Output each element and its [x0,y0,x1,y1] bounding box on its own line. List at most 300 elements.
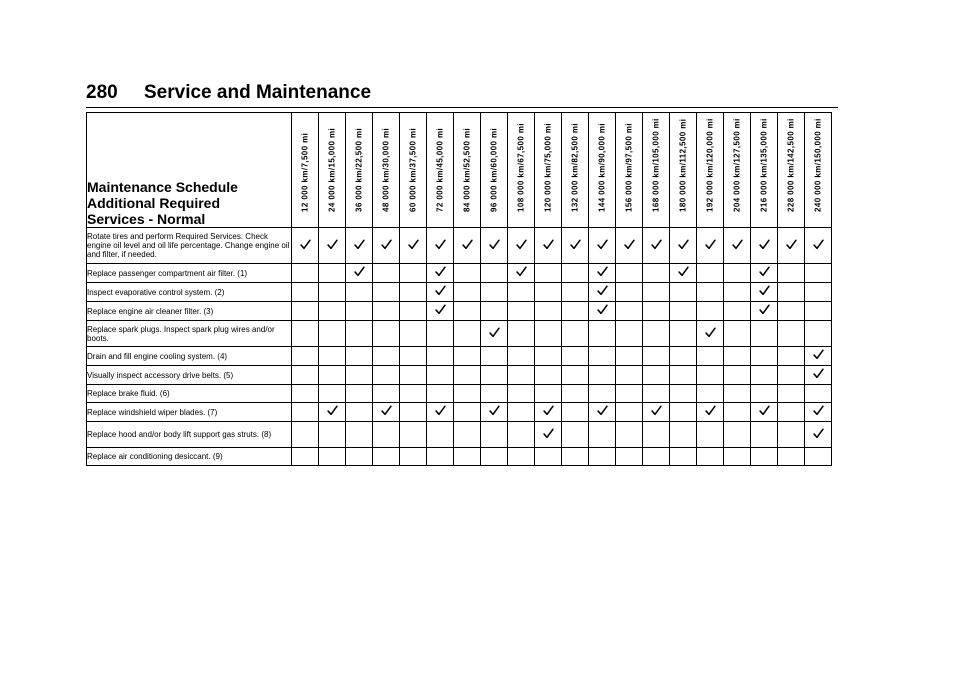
interval-header [427,113,454,228]
interval-label: 216 000 km/135,000 mi [759,118,769,212]
check-cell [778,228,805,264]
table-row [87,403,832,422]
interval-header [805,113,832,228]
checkmark-icon [354,266,365,277]
checkmark-icon [516,266,527,277]
check-cell [805,385,832,403]
check-cell [400,366,427,385]
checkmark-icon [813,239,824,250]
check-cell [724,264,751,283]
check-cell [697,264,724,283]
check-cell [427,283,454,302]
interval-header [670,113,697,228]
table-row [87,283,832,302]
check-cell [805,302,832,321]
check-cell [454,302,481,321]
check-cell [805,366,832,385]
interval-label: 60 000 km/37,500 mi [408,127,418,212]
check-cell [616,302,643,321]
check-cell [697,302,724,321]
check-cell [373,385,400,403]
service-description: Replace engine air cleaner filter. (3) [87,302,292,321]
check-cell [508,228,535,264]
check-cell [292,366,319,385]
check-cell [535,403,562,422]
check-cell [670,422,697,448]
check-cell [481,283,508,302]
interval-header [454,113,481,228]
check-cell [778,422,805,448]
checkmark-icon [732,239,743,250]
check-cell [724,422,751,448]
check-cell [400,385,427,403]
check-cell [454,448,481,466]
check-cell [373,283,400,302]
check-cell [697,385,724,403]
checkmark-icon [489,405,500,416]
check-cell [643,403,670,422]
check-cell [562,321,589,347]
check-cell [481,228,508,264]
check-cell [562,448,589,466]
check-cell [697,347,724,366]
check-cell [616,403,643,422]
checkmark-icon [597,304,608,315]
check-cell [454,283,481,302]
check-cell [454,403,481,422]
check-cell [562,403,589,422]
check-cell [481,403,508,422]
header-rule [86,107,838,108]
check-cell [751,264,778,283]
check-cell [427,385,454,403]
interval-label: 228 000 km/142,500 mi [786,118,796,212]
checkmark-icon [543,428,554,439]
checkmark-icon [759,405,770,416]
checkmark-icon [597,239,608,250]
check-cell [481,264,508,283]
check-cell [643,347,670,366]
table-title-line: Services - Normal [87,211,206,227]
check-cell [346,448,373,466]
check-cell [724,228,751,264]
interval-label: 132 000 km/82,500 mi [570,123,580,212]
interval-label: 84 000 km/52,500 mi [462,127,472,212]
interval-header [589,113,616,228]
interval-label: 120 000 km/75,000 mi [543,123,553,212]
check-cell [751,403,778,422]
check-cell [670,385,697,403]
check-cell [616,422,643,448]
checkmark-icon [570,239,581,250]
check-cell [643,283,670,302]
checkmark-icon [489,327,500,338]
check-cell [535,283,562,302]
check-cell [697,283,724,302]
checkmark-icon [327,405,338,416]
table-title [87,113,292,228]
check-cell [373,302,400,321]
check-cell [670,283,697,302]
check-cell [400,347,427,366]
service-description: Drain and fill engine cooling system. (4) [87,347,292,366]
interval-header [319,113,346,228]
check-cell [670,366,697,385]
check-cell [454,347,481,366]
check-cell [643,448,670,466]
check-cell [670,321,697,347]
maintenance-schedule-table [86,112,832,466]
check-cell [508,403,535,422]
check-cell [292,448,319,466]
check-cell [562,283,589,302]
table-title-line: Maintenance Schedule [87,179,238,195]
check-cell [427,302,454,321]
check-cell [589,321,616,347]
check-cell [508,366,535,385]
service-description: Replace brake fluid. (6) [87,385,292,403]
interval-header [778,113,805,228]
checkmark-icon [435,266,446,277]
interval-header [508,113,535,228]
check-cell [400,264,427,283]
check-cell [805,347,832,366]
checkmark-icon [489,239,500,250]
check-cell [508,302,535,321]
check-cell [778,347,805,366]
check-cell [427,228,454,264]
check-cell [373,422,400,448]
check-cell [670,264,697,283]
check-cell [643,385,670,403]
check-cell [346,321,373,347]
check-cell [319,264,346,283]
interval-header [697,113,724,228]
check-cell [292,403,319,422]
checkmark-icon [462,239,473,250]
checkmark-icon [327,239,338,250]
page-header [86,82,371,104]
check-cell [616,448,643,466]
check-cell [292,385,319,403]
check-cell [643,264,670,283]
interval-label: 36 000 km/22,500 mi [354,127,364,212]
check-cell [751,228,778,264]
check-cell [373,347,400,366]
interval-label: 192 000 km/120,000 mi [705,118,715,212]
check-cell [319,448,346,466]
check-cell [292,321,319,347]
check-cell [616,347,643,366]
checkmark-icon [435,304,446,315]
check-cell [643,321,670,347]
checkmark-icon [786,239,797,250]
check-cell [778,448,805,466]
check-cell [346,403,373,422]
check-cell [724,302,751,321]
interval-label: 48 000 km/30,000 mi [381,127,391,212]
check-cell [616,283,643,302]
checkmark-icon [381,239,392,250]
interval-header-row [87,113,832,228]
check-cell [778,385,805,403]
check-cell [724,385,751,403]
checkmark-icon [354,239,365,250]
check-cell [481,366,508,385]
interval-header [562,113,589,228]
check-cell [454,264,481,283]
check-cell [616,264,643,283]
check-cell [589,403,616,422]
checkmark-icon [813,428,824,439]
check-cell [778,283,805,302]
check-cell [373,403,400,422]
check-cell [589,366,616,385]
checkmark-icon [435,285,446,296]
check-cell [751,385,778,403]
check-cell [562,228,589,264]
check-cell [346,347,373,366]
check-cell [535,321,562,347]
check-cell [373,264,400,283]
checkmark-icon [516,239,527,250]
interval-header [616,113,643,228]
check-cell [535,422,562,448]
check-cell [319,403,346,422]
interval-header [481,113,508,228]
interval-label: 108 000 km/67,500 mi [516,123,526,212]
check-cell [643,228,670,264]
checkmark-icon [678,239,689,250]
check-cell [751,302,778,321]
check-cell [562,385,589,403]
check-cell [535,385,562,403]
check-cell [562,366,589,385]
interval-header [643,113,670,228]
check-cell [616,228,643,264]
service-description: Replace spark plugs. Inspect spark plug wires and/or boots. [87,321,292,347]
check-cell [751,366,778,385]
checkmark-icon [543,405,554,416]
checkmark-icon [435,405,446,416]
check-cell [508,385,535,403]
check-cell [805,264,832,283]
check-cell [562,347,589,366]
service-description: Replace passenger compartment air filter. (1) [87,264,292,283]
checkmark-icon [597,285,608,296]
check-cell [697,403,724,422]
check-cell [589,283,616,302]
checkmark-icon [678,266,689,277]
check-cell [427,321,454,347]
checkmark-icon [651,239,662,250]
check-cell [400,403,427,422]
checkmark-icon [705,239,716,250]
check-cell [751,448,778,466]
check-cell [751,347,778,366]
check-cell [535,366,562,385]
check-cell [481,422,508,448]
table-title-line: Additional Required [87,195,220,211]
check-cell [427,347,454,366]
interval-header [292,113,319,228]
check-cell [346,302,373,321]
checkmark-icon [408,239,419,250]
interval-header [373,113,400,228]
check-cell [481,448,508,466]
check-cell [778,264,805,283]
check-cell [373,448,400,466]
interval-header [751,113,778,228]
service-description: Rotate tires and perform Required Services. Check engine oil level and oil life percentage. Change engine oil and filter, if needed. [87,228,292,264]
check-cell [427,403,454,422]
check-cell [805,321,832,347]
check-cell [562,302,589,321]
check-cell [400,321,427,347]
interval-label: 168 000 km/105,000 mi [651,118,661,212]
check-cell [400,228,427,264]
interval-label: 240 000 km/150,000 mi [813,118,823,212]
check-cell [454,228,481,264]
check-cell [724,366,751,385]
check-cell [508,264,535,283]
check-cell [805,422,832,448]
table-row [87,347,832,366]
interval-label: 72 000 km/45,000 mi [435,127,445,212]
check-cell [562,422,589,448]
check-cell [346,422,373,448]
page-number: 280 [86,82,118,103]
check-cell [319,228,346,264]
check-cell [778,302,805,321]
checkmark-icon [813,368,824,379]
table-row [87,385,832,403]
interval-header [400,113,427,228]
check-cell [292,228,319,264]
table-row [87,366,832,385]
table-row [87,302,832,321]
checkmark-icon [651,405,662,416]
check-cell [535,347,562,366]
check-cell [805,448,832,466]
check-cell [616,366,643,385]
check-cell [643,422,670,448]
service-description: Replace air conditioning desiccant. (9) [87,448,292,466]
check-cell [697,422,724,448]
check-cell [697,448,724,466]
check-cell [724,321,751,347]
check-cell [346,264,373,283]
check-cell [481,385,508,403]
interval-label: 204 000 km/127,500 mi [732,118,742,212]
check-cell [481,347,508,366]
checkmark-icon [597,405,608,416]
check-cell [670,403,697,422]
check-cell [724,347,751,366]
check-cell [670,448,697,466]
check-cell [778,321,805,347]
check-cell [805,403,832,422]
check-cell [319,321,346,347]
check-cell [751,422,778,448]
check-cell [670,347,697,366]
check-cell [589,228,616,264]
check-cell [643,366,670,385]
interval-label: 180 000 km/112,500 mi [678,118,688,212]
check-cell [400,422,427,448]
check-cell [373,321,400,347]
check-cell [427,448,454,466]
check-cell [535,448,562,466]
check-cell [535,264,562,283]
checkmark-icon [759,285,770,296]
check-cell [616,385,643,403]
check-cell [589,264,616,283]
check-cell [805,228,832,264]
check-cell [319,422,346,448]
schedule-body [87,228,832,466]
table-row [87,264,832,283]
check-cell [292,264,319,283]
check-cell [427,264,454,283]
check-cell [589,385,616,403]
table-row [87,228,832,264]
check-cell [508,448,535,466]
check-cell [400,448,427,466]
check-cell [292,283,319,302]
check-cell [373,366,400,385]
check-cell [454,385,481,403]
check-cell [454,321,481,347]
check-cell [400,302,427,321]
check-cell [697,366,724,385]
check-cell [535,302,562,321]
check-cell [697,228,724,264]
checkmark-icon [759,266,770,277]
check-cell [670,228,697,264]
check-cell [724,448,751,466]
interval-label: 96 000 km/60,000 mi [489,127,499,212]
check-cell [373,228,400,264]
check-cell [427,366,454,385]
table-row [87,422,832,448]
check-cell [346,385,373,403]
checkmark-icon [624,239,635,250]
check-cell [643,302,670,321]
checkmark-icon [759,304,770,315]
interval-label: 12 000 km/7,500 mi [300,132,310,212]
checkmark-icon [543,239,554,250]
check-cell [346,366,373,385]
check-cell [508,283,535,302]
check-cell [697,321,724,347]
table-row [87,321,832,347]
interval-header [724,113,751,228]
check-cell [346,283,373,302]
check-cell [319,283,346,302]
table-row [87,448,832,466]
check-cell [508,347,535,366]
service-description: Visually inspect accessory drive belts. (5) [87,366,292,385]
interval-header [346,113,373,228]
check-cell [508,321,535,347]
check-cell [562,264,589,283]
checkmark-icon [300,239,311,250]
interval-label: 156 000 km/97,500 mi [624,123,634,212]
check-cell [670,302,697,321]
checkmark-icon [597,266,608,277]
check-cell [319,366,346,385]
